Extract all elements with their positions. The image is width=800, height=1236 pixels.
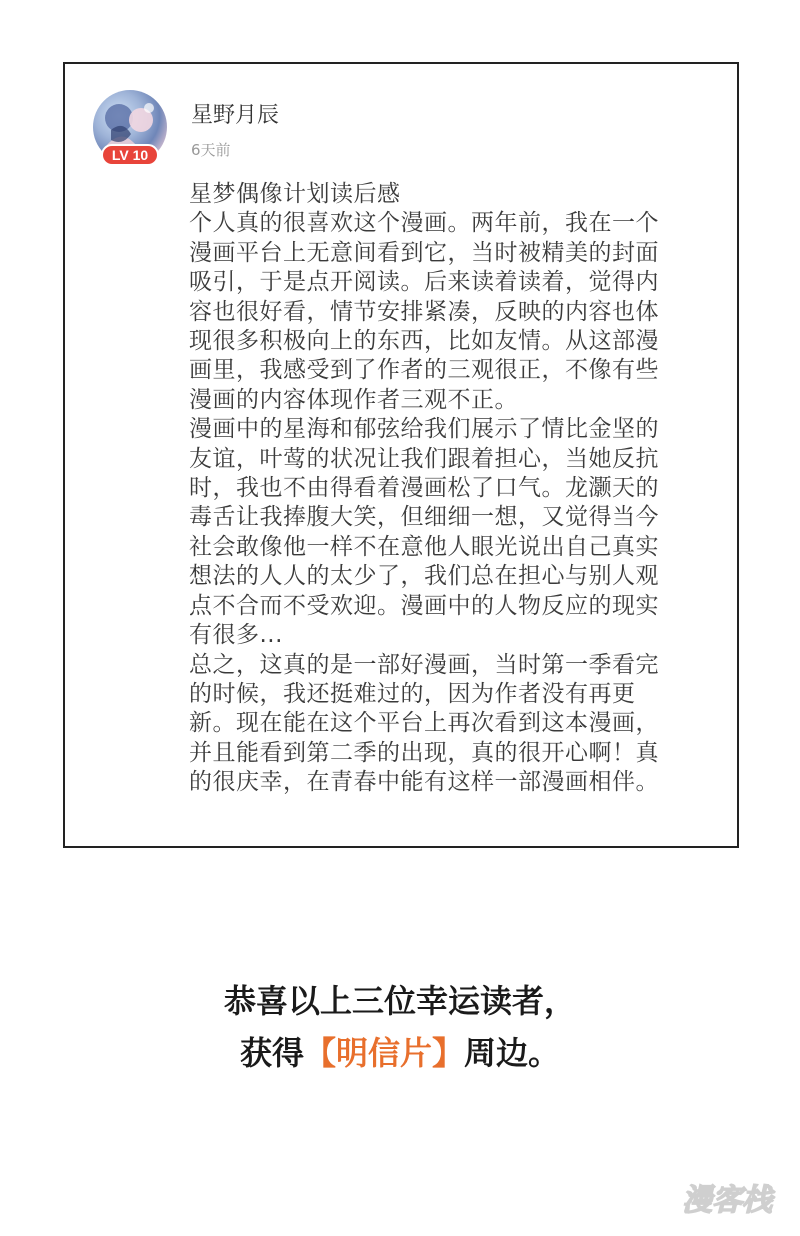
comment-line: 友谊，叶莺的状况让我们跟着担心，当她反抗 <box>189 445 659 472</box>
comment-line: 容也很好看，情节安排紧凑，反映的内容也体 <box>189 298 659 325</box>
announcement-prefix: 获得 <box>239 1034 304 1072</box>
username[interactable]: 星野月辰 <box>191 103 280 128</box>
announcement-suffix: 周边。 <box>464 1034 561 1072</box>
comment-line: 时，我也不由得看着漫画松了口气。龙灏天的 <box>189 475 659 502</box>
comment-line: 星梦偶像计划读后感 <box>189 181 401 207</box>
comment-body <box>189 180 729 798</box>
prize-highlight: 【明信片】 <box>303 1034 464 1072</box>
comment-line: 漫画的内容体现作者三观不正。 <box>189 386 518 413</box>
comment-time: 6天前 <box>191 141 231 159</box>
comment-line: 漫画中的星海和郁弦给我们展示了情比金坚的 <box>189 416 659 443</box>
comment-line: 的很庆幸，在青春中能有这样一部漫画相伴。 <box>189 769 659 796</box>
comment-line: 漫画平台上无意间看到它，当时被精美的封面 <box>189 239 659 266</box>
comment-line: 点不合而不受欢迎。漫画中的人物反应的现实 <box>189 592 659 619</box>
announcement-line-2 <box>0 1028 800 1074</box>
watermark-logo <box>668 1176 786 1222</box>
comment-line: 吸引，于是点开阅读。后来读着读着，觉得内 <box>189 269 659 296</box>
comment-card <box>63 62 739 848</box>
comment-line: 有很多... <box>189 622 283 649</box>
comment-line: 新。现在能在这个平台上再次看到这本漫画， <box>189 710 659 737</box>
announcement-line-1: 恭喜以上三位幸运读者， <box>223 982 576 1020</box>
comment-line: 并且能看到第二季的出现，真的很开心啊！真 <box>189 739 659 766</box>
comment-line: 社会敢像他一样不在意他人眼光说出自己真实 <box>189 533 659 560</box>
comment-line: 现很多积极向上的东西，比如友情。从这部漫 <box>189 328 659 355</box>
comment-line: 想法的人人的太少了，我们总在担心与别人观 <box>189 563 659 590</box>
comment-line: 个人真的很喜欢这个漫画。两年前，我在一个 <box>189 210 659 237</box>
comment-line: 总之，这真的是一部好漫画，当时第一季看完 <box>189 651 659 678</box>
avatar-container[interactable] <box>93 90 167 164</box>
watermark-text: 漫客栈 <box>682 1183 772 1218</box>
comment-line: 的时候，我还挺难过的，因为作者没有再更 <box>189 680 636 707</box>
comment-line: 毒舌让我捧腹大笑，但细细一想，又觉得当今 <box>189 504 659 531</box>
level-badge: LV 10 <box>101 144 159 166</box>
comment-line: 画里，我感受到了作者的三观很正，不像有些 <box>189 357 659 384</box>
